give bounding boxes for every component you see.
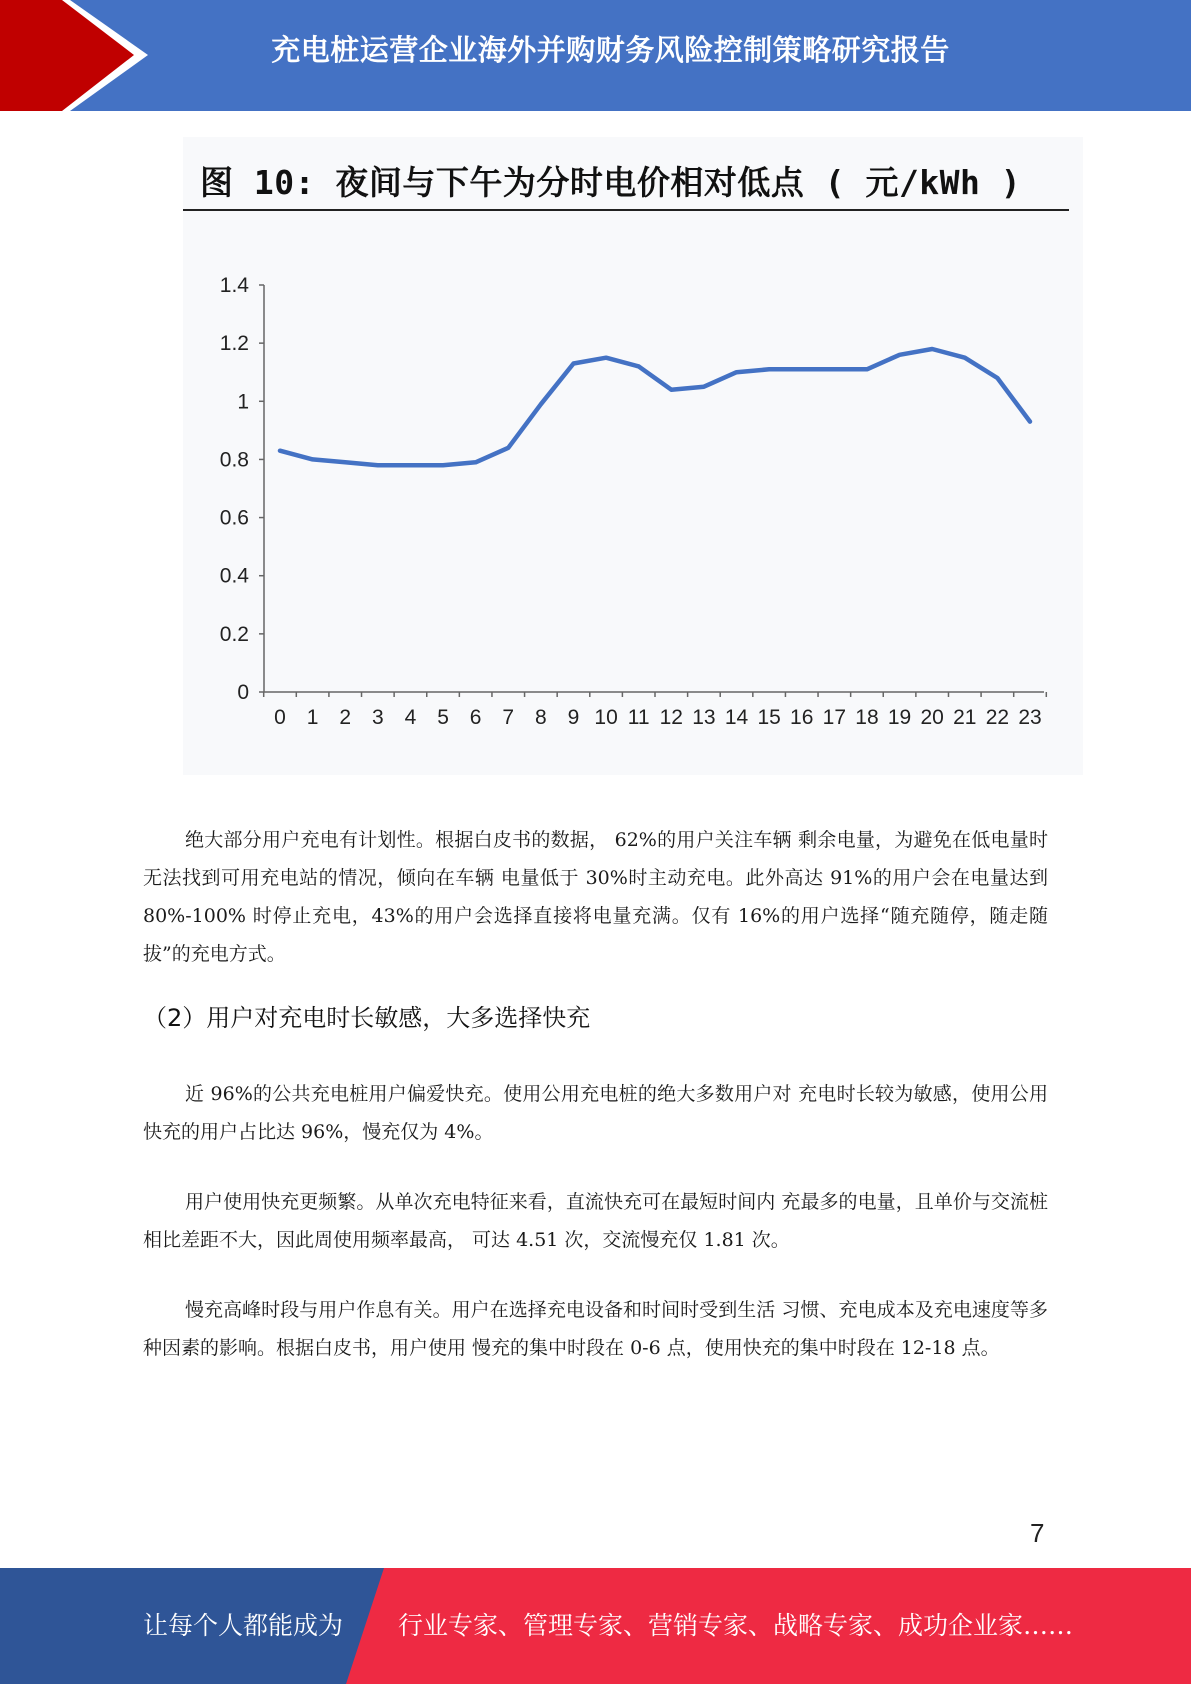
y-tick-label: 0.4 xyxy=(219,564,249,588)
x-tick-label: 6 xyxy=(469,706,482,729)
page-header xyxy=(0,0,1191,111)
figure-title: 图 10: 夜间与下午为分时电价相对低点 ( 元/kWh ) xyxy=(200,163,1022,202)
paragraph-fast-charge-frequency: 用户使用快充更频繁。从单次充电特征来看，直流快充可在最短时间内 充最多的电量，且单价与交流桩相比差距不大，因此周使用频率最高， 可达 4.51 次，交流慢充仅 1.81 次。 xyxy=(143,1191,1048,1251)
x-tick-label: 8 xyxy=(535,706,547,729)
x-tick-label: 13 xyxy=(692,706,716,729)
x-tick-label: 17 xyxy=(822,706,847,729)
section-heading-fast-charging: （2）用户对充电时长敏感，大多选择快充 xyxy=(143,1004,591,1032)
price-series-line xyxy=(280,349,1030,465)
x-tick-label: 18 xyxy=(855,706,879,729)
footer-slogan-right: 行业专家、管理专家、营销专家、战略专家、成功企业家…… xyxy=(398,1611,1074,1640)
x-tick-label: 0 xyxy=(274,706,286,729)
figure-10 xyxy=(183,137,1083,775)
x-tick-label: 20 xyxy=(920,706,944,729)
x-tick-label: 4 xyxy=(404,706,417,729)
x-tick-label: 1 xyxy=(306,706,319,729)
y-tick-label: 0.6 xyxy=(219,506,249,530)
page-footer xyxy=(0,1568,1191,1684)
x-tick-label: 19 xyxy=(887,706,912,729)
y-tick-label: 0.2 xyxy=(219,622,249,646)
x-tick-label: 7 xyxy=(502,706,515,729)
x-tick-label: 23 xyxy=(1018,706,1042,729)
x-tick-label: 10 xyxy=(594,706,618,729)
y-tick-label: 0 xyxy=(237,681,249,704)
y-tick-label: 0.8 xyxy=(219,448,249,472)
x-tick-label: 2 xyxy=(339,706,352,729)
x-tick-label: 5 xyxy=(437,706,449,729)
paragraph-charging-planning: 绝大部分用户充电有计划性。根据白皮书的数据， 62%的用户关注车辆 剩余电量，为避免在低电量时无法找到可用充电站的情况，倾向在车辆 电量低于 30%时主动充电。此外高达 91%的用户会在电量达到 80%-100% 时停止充电，43%的用户会选择直接将电量充满。仅有 16%的用户选择“随充随停，随走随拔”的充电方式。 xyxy=(143,829,1048,965)
y-tick-label: 1.2 xyxy=(219,332,249,356)
page-number: 7 xyxy=(1030,1518,1045,1548)
x-tick-label: 16 xyxy=(790,706,814,729)
paragraph-slow-charge-peak: 慢充高峰时段与用户作息有关。用户在选择充电设备和时间时受到生活 习惯、充电成本及充电速度等多种因素的影响。根据白皮书，用户使用 慢充的集中时段在 0-6 点，使用快充的集中时段在 12-18 点。 xyxy=(143,1299,1048,1359)
x-tick-label: 14 xyxy=(724,706,749,729)
paragraph-fast-charge-preference: 近 96%的公共充电桩用户偏爱快充。使用公用充电桩的绝大多数用户对 充电时长较为敏感，使用公用快充的用户占比达 96%，慢充仅为 4%。 xyxy=(143,1083,1048,1143)
price-line-chart xyxy=(183,137,1083,775)
footer-slogan-left: 让每个人都能成为 xyxy=(143,1611,344,1640)
x-tick-label: 21 xyxy=(953,706,977,729)
x-tick-label: 3 xyxy=(371,706,384,729)
y-tick-label: 1.4 xyxy=(219,274,249,297)
y-tick-label: 1 xyxy=(237,390,249,414)
report-title: 充电桩运营企业海外并购财务风险控制策略研究报告 xyxy=(271,33,950,67)
x-tick-label: 22 xyxy=(985,706,1010,729)
x-tick-label: 11 xyxy=(627,706,650,729)
x-tick-label: 9 xyxy=(567,706,580,729)
x-tick-label: 15 xyxy=(757,706,781,729)
x-tick-label: 12 xyxy=(659,706,683,729)
